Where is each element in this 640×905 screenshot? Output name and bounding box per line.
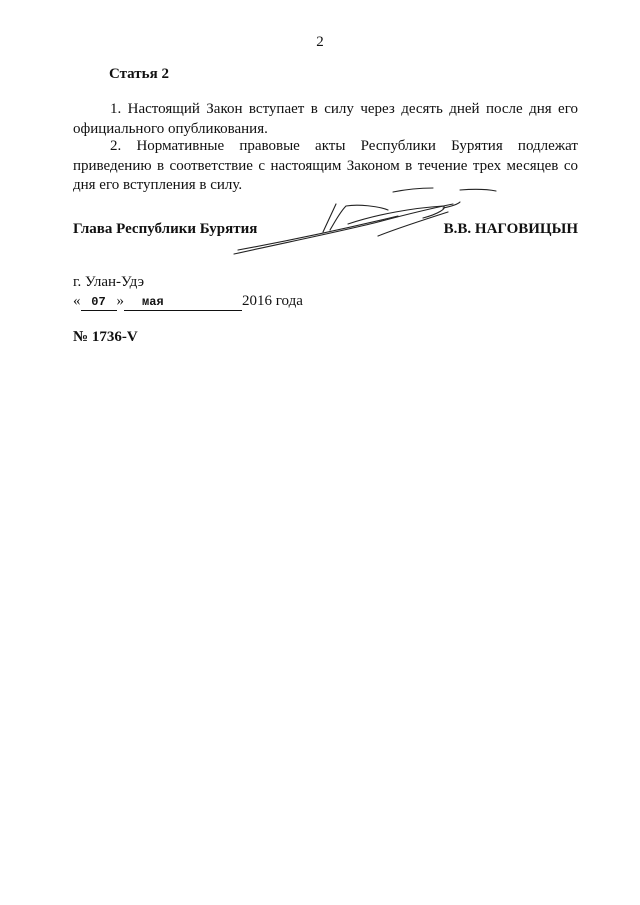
page-number: 2 — [316, 34, 324, 50]
place-of-signing: г. Улан-Удэ — [73, 274, 145, 290]
signatory-name: В.В. НАГОВИЦЫН — [443, 221, 578, 237]
signatory-position: Глава Республики Бурятия — [73, 221, 258, 237]
date-year: 2016 года — [242, 293, 303, 309]
date-day: 07 — [81, 295, 117, 311]
date-month-field — [124, 295, 242, 311]
date-close-quote: » — [116, 293, 124, 309]
date-open-quote: « — [73, 293, 81, 309]
signing-date — [73, 293, 303, 311]
document-number: № 1736-V — [73, 329, 138, 345]
article-paragraph-1: 1. Настоящий Закон вступает в силу через десять дней после дня его официального опубликования. — [73, 101, 578, 137]
article-paragraph-2: 2. Нормативные правовые акты Республики Бурятия подлежат приведению в соответствие с настоящим Законом в течение трех месяцев со дня его вступления в силу. — [73, 138, 578, 193]
date-month: мая — [142, 295, 164, 309]
article-title: Статья 2 — [109, 66, 169, 82]
